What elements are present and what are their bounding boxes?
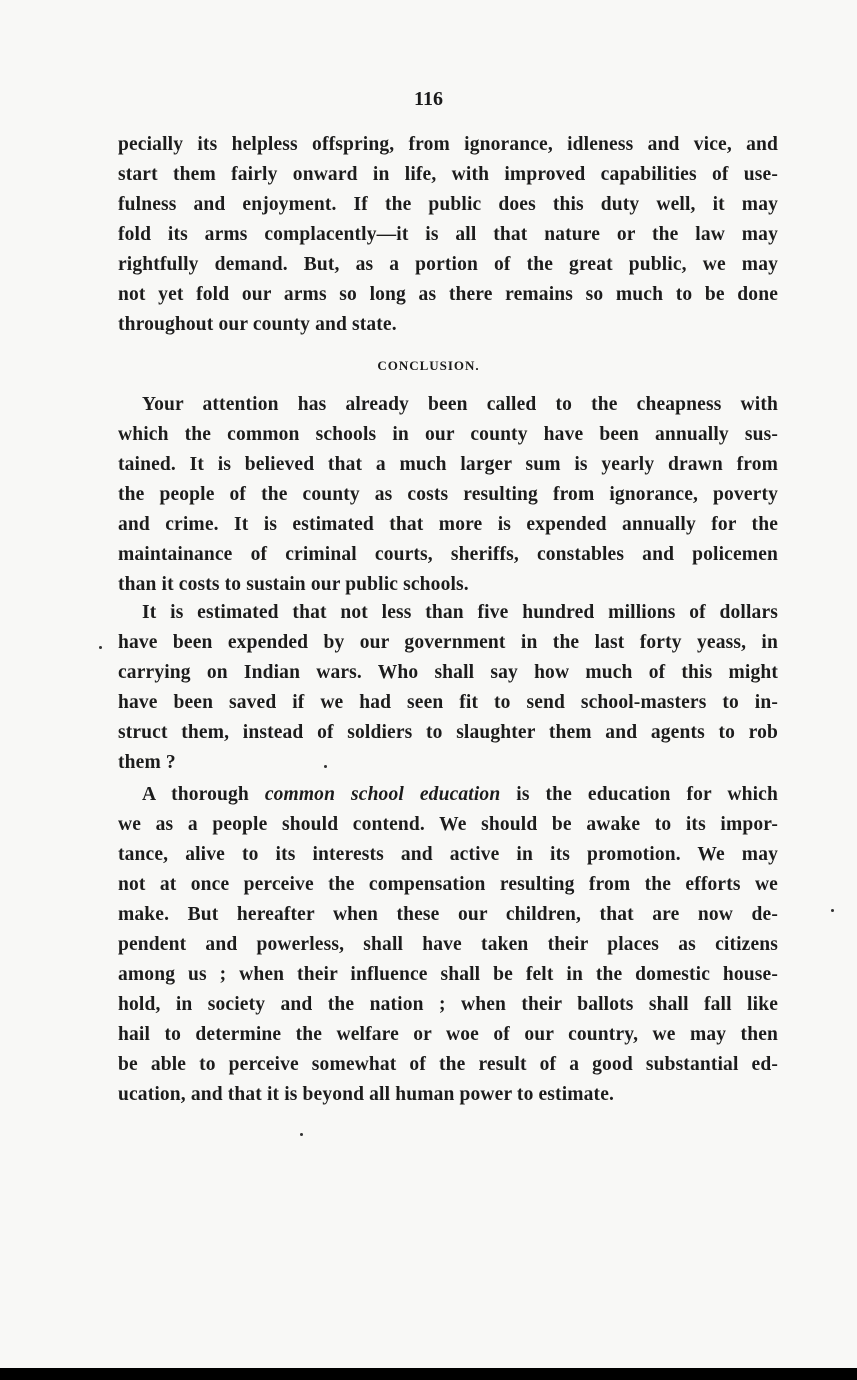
text-line: carrying on Indian wars. Who shall say how much of this might (118, 662, 778, 683)
text-line: hail to determine the welfare or woe of our country, we may then (118, 1024, 778, 1045)
section-heading: CONCLUSION. (377, 358, 480, 373)
text-line: we as a people should contend. We should be awake to its impor- (118, 814, 778, 835)
ink-speck (99, 646, 102, 649)
text-line: have been saved if we had seen fit to send school-masters to in- (118, 692, 778, 713)
text-line: which the common schools in our county have been annually sus- (118, 424, 778, 445)
text-line: throughout our county and state. (118, 314, 397, 335)
text-line: hold, in society and the nation ; when their ballots shall fall like (118, 994, 778, 1015)
text-line: maintainance of criminal courts, sheriffs, constables and policemen (118, 544, 778, 565)
text-line: and crime. It is estimated that more is expended annually for the (118, 514, 778, 535)
text-line: fulness and enjoyment. If the public does this duty well, it may (118, 194, 778, 215)
text-line: start them fairly onward in life, with improved capabilities of use- (118, 164, 778, 185)
paragraph-3 (118, 598, 778, 778)
text-line: not yet fold our arms so long as there remains so much to be done (118, 284, 778, 305)
paragraph-2 (118, 390, 778, 600)
text-line (118, 780, 778, 810)
text-run: is the education for which (516, 784, 778, 805)
scan-edge-bar (0, 1368, 857, 1380)
paragraph-1 (118, 130, 778, 340)
text-line: tance, alive to its interests and active in its promotion. We may (118, 844, 778, 865)
ink-speck (300, 1133, 303, 1136)
text-line: have been expended by our government in the last forty yeass, in (118, 632, 778, 653)
text-line: struct them, instead of soldiers to slaughter them and agents to rob (118, 722, 778, 743)
text-line: It is estimated that not less than five hundred millions of dollars (142, 602, 778, 623)
text-line: than it costs to sustain our public schools. (118, 574, 469, 595)
text-line: them ? (118, 752, 176, 773)
text-run: A thorough (142, 784, 249, 805)
text-line: the people of the county as costs resulting from ignorance, poverty (118, 484, 778, 505)
text-line: Your attention has already been called to the cheapness with (142, 394, 778, 415)
text-line: pecially its helpless offspring, from ignorance, idleness and vice, and (118, 134, 778, 155)
text-line: tained. It is believed that a much larger sum is yearly drawn from (118, 454, 778, 475)
italic-phrase: common school education (264, 784, 501, 805)
ink-speck (324, 765, 327, 768)
text-line: pendent and powerless, shall have taken their places as citizens (118, 934, 778, 955)
text-line: make. But hereafter when these our children, that are now de- (118, 904, 778, 925)
text-line: not at once perceive the compensation resulting from the efforts we (118, 874, 778, 895)
paragraph-4 (118, 780, 778, 1110)
text-line: ucation, and that it is beyond all human power to estimate. (118, 1084, 615, 1105)
text-line: rightfully demand. But, as a portion of the great public, we may (118, 254, 778, 275)
page-number: 116 (414, 88, 443, 110)
text-line: fold its arms complacently—it is all that nature or the law may (118, 224, 778, 245)
ink-speck (831, 909, 834, 912)
text-line: be able to perceive somewhat of the result of a good substantial ed- (118, 1054, 778, 1075)
text-line: among us ; when their influence shall be felt in the domestic house- (118, 964, 778, 985)
